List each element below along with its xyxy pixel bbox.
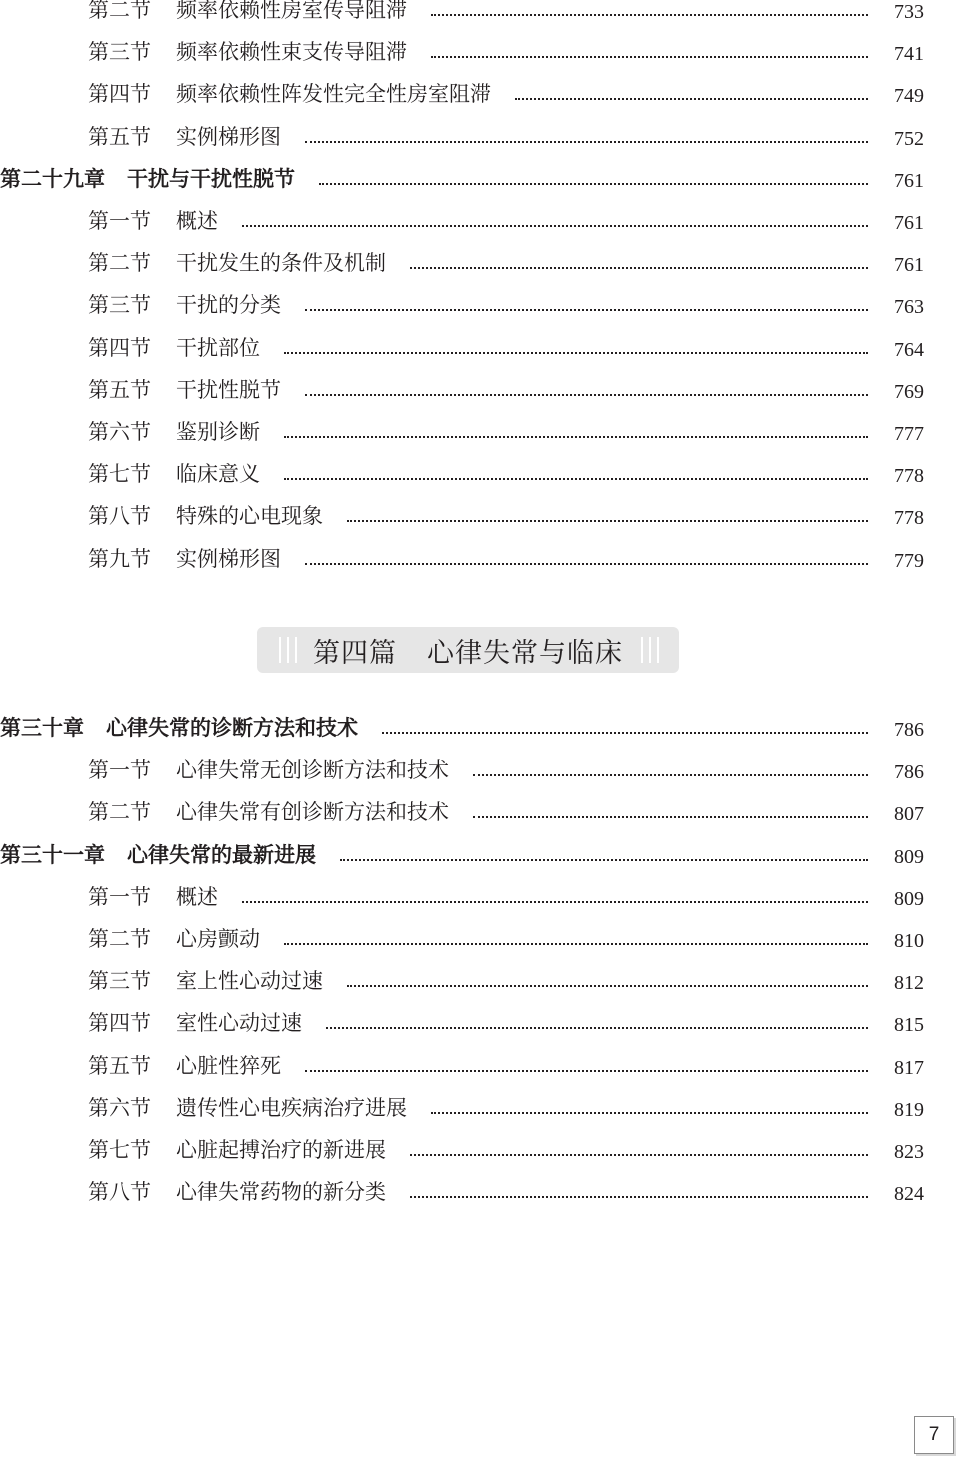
dot-leader [431,1102,868,1114]
toc-section-entry[interactable] [0,205,960,235]
toc-section-entry[interactable] [0,1176,960,1206]
entry-title: 特殊的心电现象 [176,504,323,529]
entry-number: 第二节 [88,927,151,951]
entry-number: 第五节 [88,124,151,149]
entry-label [88,1007,302,1037]
dot-leader [347,975,868,987]
toc-section-entry[interactable] [0,458,960,488]
entry-title: 干扰的分类 [176,293,281,318]
entry-title: 干扰发生的条件及机制 [176,251,386,276]
entry-label [88,332,260,362]
toc-section-entry[interactable] [0,289,960,319]
entry-title: 心律失常的诊断方法和技术 [106,715,358,740]
entry-number: 第六节 [88,420,151,444]
entry-title: 干扰性脱节 [176,377,281,402]
entry-number: 第四节 [88,335,151,360]
entry-page-number: 749 [894,85,924,108]
dot-leader [410,257,868,269]
dot-leader [242,891,868,903]
entry-page-number: 741 [894,43,924,66]
toc-section-entry[interactable] [0,332,960,362]
entry-page-number: 786 [894,761,924,784]
dot-leader [305,131,868,143]
entry-page-number: 761 [894,212,924,234]
entry-label [88,78,491,108]
toc-section-entry[interactable] [0,500,960,530]
part-name: 心律失常与临床 [427,637,623,669]
entry-label [88,416,260,446]
entry-page-number: 764 [894,338,924,361]
entry-number: 第四节 [88,82,151,107]
entry-number: 第二十九章 [0,165,105,191]
dot-leader [382,722,868,734]
entry-page-number: 823 [894,1141,924,1163]
toc-section-entry[interactable] [0,416,960,446]
entry-page-number: 761 [894,169,924,192]
dot-leader [305,553,868,565]
entry-label [88,289,281,319]
entry-label [88,796,449,826]
toc-section-entry[interactable] [0,1092,960,1122]
entry-label [88,374,281,404]
dot-leader [326,1017,868,1029]
dot-leader [284,468,868,480]
entry-title: 遗传性心电疾病治疗进展 [176,1095,407,1120]
entry-number: 第一节 [88,884,151,909]
toc-section-entry[interactable] [0,543,960,573]
dot-leader [305,299,868,311]
entry-number: 第五节 [88,1053,151,1078]
toc-section-entry[interactable] [0,1050,960,1080]
entry-number: 第一节 [88,758,151,783]
entry-number: 第三节 [88,969,151,994]
dot-leader [473,806,868,818]
dot-leader [284,933,868,945]
entry-number: 第七节 [88,1138,151,1162]
entry-page-number: 810 [894,930,924,952]
entry-label [88,1134,386,1164]
toc-section-entry[interactable] [0,78,960,108]
entry-title: 室上性心动过速 [176,969,323,994]
entry-label [88,754,449,784]
toc-section-entry[interactable] [0,923,960,953]
toc-section-entry[interactable] [0,796,960,826]
entry-page-number: 817 [894,1056,924,1079]
entry-label [88,247,386,277]
entry-page-number: 809 [894,845,924,868]
entry-title: 实例梯形图 [176,546,281,571]
entry-label [88,1092,407,1122]
entry-page-number: 786 [894,719,924,741]
entry-title: 干扰与干扰性脱节 [127,165,295,191]
toc-section-entry[interactable] [0,754,960,784]
entry-title: 频率依赖性束支传导阻滞 [176,40,407,65]
toc-chapter-entry[interactable] [0,163,960,193]
dot-leader [410,1186,868,1198]
entry-label [88,1050,281,1080]
entry-title: 心律失常有创诊断方法和技术 [176,800,449,825]
toc-section-entry[interactable] [0,121,960,151]
page-number: 7 [914,1416,954,1454]
entry-title: 心律失常无创诊断方法和技术 [176,758,449,783]
entry-number: 第二节 [88,251,151,276]
part-number: 第四篇 [313,637,397,669]
banner-right-ornament [641,637,659,663]
entry-number: 第三十章 [0,715,84,740]
entry-title: 概述 [176,209,218,233]
entry-number: 第一节 [88,209,151,233]
entry-number: 第九节 [88,546,151,571]
entry-title: 实例梯形图 [176,124,281,149]
entry-title: 临床意义 [176,462,260,487]
entry-label [0,839,316,869]
dot-leader [410,1144,868,1156]
dot-leader [473,764,868,776]
dot-leader [305,384,868,396]
entry-title: 干扰部位 [176,335,260,360]
entry-title: 心律失常药物的新分类 [176,1180,386,1205]
entry-number: 第五节 [88,377,151,402]
entry-page-number: 778 [894,507,924,530]
entry-label [88,965,323,995]
entry-title: 心脏性猝死 [176,1053,281,1078]
entry-label [88,458,260,488]
toc-section-entry[interactable] [0,1134,960,1164]
dot-leader [242,215,868,227]
entry-page-number: 779 [894,549,924,572]
dot-leader [305,1060,868,1072]
entry-page-number: 778 [894,465,924,488]
part-title [313,631,623,670]
dot-leader [340,849,868,861]
toc-section-entry[interactable] [0,881,960,911]
entry-page-number: 812 [894,972,924,995]
entry-label [88,881,218,911]
dot-leader [431,4,868,16]
entry-number: 第八节 [88,504,151,529]
toc-section-entry[interactable] [0,1007,960,1037]
dot-leader [284,426,868,438]
entry-number: 第三十一章 [0,841,105,867]
entry-page-number: 819 [894,1098,924,1121]
entry-page-number: 733 [894,1,924,23]
entry-number: 第三节 [88,293,151,318]
toc-section-entry[interactable] [0,0,960,24]
entry-label [0,712,358,742]
toc-chapter-entry[interactable] [0,839,960,869]
entry-page-number: 763 [894,296,924,319]
entry-number: 第八节 [88,1180,151,1205]
toc-section-entry[interactable] [0,247,960,277]
entry-number: 第七节 [88,462,151,487]
entry-page-number: 815 [894,1014,924,1037]
entry-label [88,500,323,530]
toc-section-entry[interactable] [0,965,960,995]
entry-page-number: 752 [894,127,924,150]
dot-leader [347,510,868,522]
entry-title: 频率依赖性房室传导阻滞 [176,0,407,22]
entry-title: 鉴别诊断 [176,420,260,444]
entry-label [0,163,295,193]
entry-title: 心脏起搏治疗的新进展 [176,1138,386,1162]
entry-title: 心律失常的最新进展 [127,841,316,867]
entry-page-number: 769 [894,380,924,403]
entry-label [88,121,281,151]
dot-leader [431,46,868,58]
entry-number: 第六节 [88,1095,151,1120]
entry-title: 心房颤动 [176,927,260,951]
dot-leader [515,88,868,100]
entry-number: 第三节 [88,40,151,65]
entry-label [88,543,281,573]
toc-section-entry[interactable] [0,374,960,404]
entry-page-number: 761 [894,254,924,277]
entry-label [88,923,260,953]
entry-number: 第四节 [88,1011,151,1036]
entry-number: 第二节 [88,800,151,825]
entry-page-number: 807 [894,803,924,826]
entry-title: 室性心动过速 [176,1011,302,1036]
entry-label [88,0,407,24]
entry-label [88,36,407,66]
dot-leader [284,342,868,354]
banner-left-ornament [279,637,297,663]
entry-number: 第二节 [88,0,151,22]
entry-page-number: 824 [894,1183,924,1206]
toc-section-entry[interactable] [0,36,960,66]
entry-label [88,205,218,235]
entry-label [88,1176,386,1206]
entry-title: 频率依赖性阵发性完全性房室阻滞 [176,82,491,107]
entry-page-number: 809 [894,887,924,910]
dot-leader [319,173,868,185]
entry-title: 概述 [176,884,218,909]
entry-page-number: 777 [894,423,924,445]
part-banner [257,627,679,673]
toc-chapter-entry[interactable] [0,712,960,742]
